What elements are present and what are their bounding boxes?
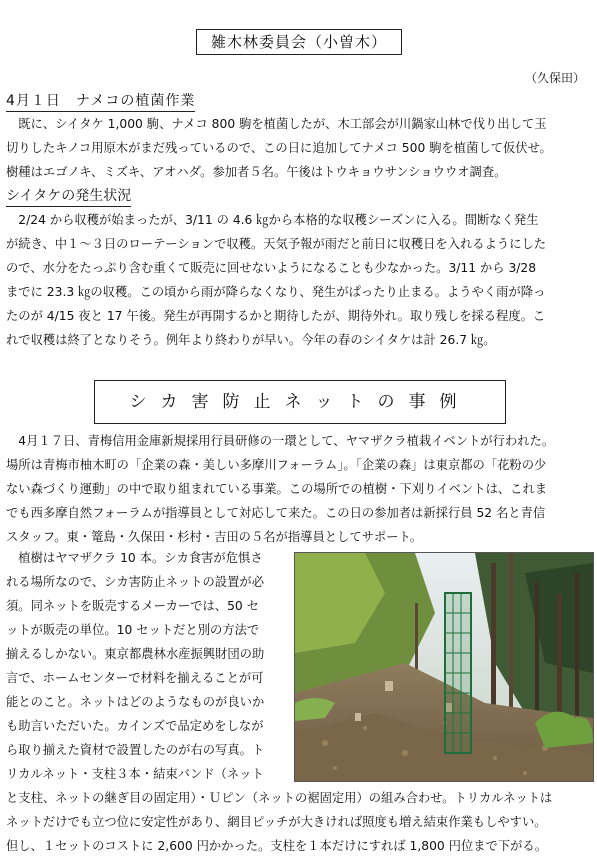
text-line: たのが 4/15 夜と 17 午後。発生が再開するかと期待したが、期待外れ。取り残しを採る程度。こ bbox=[6, 309, 546, 323]
forest-slope-net-photo bbox=[294, 552, 594, 782]
text-line: 言で、ホームセンターで材料を揃えることが可 bbox=[6, 671, 264, 685]
text-line: 4月１７日、青梅信用金庫新規採用行員研修の一環として、ヤマザクラ植栽イベントが行われた。 bbox=[6, 434, 555, 448]
photo-illustration bbox=[295, 553, 593, 781]
section-body-shiitake bbox=[6, 208, 594, 352]
text-line: 2/24 から収穫が始まったが、3/11 の 4.6 ㎏から本格的な収穫シーズンに入る。間断なく発生 bbox=[6, 213, 539, 227]
text-line: ない森づくり運動」の中で取り組まれている事業。この場所での植樹・下刈りイベントは、これま bbox=[6, 482, 548, 496]
text-line: までに 23.3 ㎏の収穫。この頃から雨が降らなくなり、発生がぱったり止まる。ようやく雨が降っ bbox=[6, 285, 546, 299]
text-line: ら取り揃えた資材で設置したのが右の写真。ト bbox=[6, 743, 265, 757]
text-line: でも西多摩自然フォーラムが指導員として対応して来た。この日の参加者は新採行員 52 名と青信 bbox=[6, 506, 546, 520]
committee-title: 雑木林委員会（小曽木） bbox=[196, 29, 402, 55]
text-line: 能とのこと。ネットはどのようなものが良いか bbox=[6, 695, 265, 709]
text-line: 既に、シイタケ 1,000 駒、ナメコ 800 駒を植菌したが、木工部会が川鍋家山林で伐り出して玉 bbox=[6, 117, 547, 131]
text-line: 切りしたキノコ用原木がまだ残っているので、この日に追加してナメコ 500 駒を植菌して仮伏せ。 bbox=[6, 141, 552, 155]
section-body-deer-intro bbox=[6, 429, 594, 549]
text-line: と支柱、ネットの継ぎ目の固定用）・Ｕピン（ネットの裾固定用）の組み合わせ。トリカルネットは bbox=[6, 791, 553, 805]
text-line: 場所は青梅市柚木町の「企業の森・美しい多摩川フォーラム」。「企業の森」は東京都の「花粉の少 bbox=[6, 458, 547, 472]
text-line: ットが販売の単位。10 セットだと別の方法で bbox=[6, 623, 260, 637]
text-line: ので、水分をたっぷり含む重くて販売に回せないようになることも少なかった。3/11 から 3/28 bbox=[6, 261, 537, 275]
text-line: 樹種はエゴノキ、ミズキ、アオハダ。参加者５名。午後はトウキョウサンショウウオ調査。 bbox=[6, 165, 507, 179]
text-line: 但し、１セットのコストに 2,600 円かかった。支柱を１本だけにすれば 1,800 円位まで下がる。 bbox=[6, 839, 548, 853]
section-heading-nameko: 4月１日 ナメコの植菌作業 bbox=[6, 91, 195, 112]
text-line: も助言いただいた。カインズで品定めをしなが bbox=[6, 719, 264, 733]
text-line: れる場所なので、シカ害防止ネットの設置が必 bbox=[6, 575, 264, 589]
text-line: が続き、中１～３日のローテーションで収穫。天気予報が雨だと前日に収穫日を入れるようにした bbox=[6, 237, 547, 251]
text-line: 植樹はヤマザクラ 10 本。シカ食害が危惧さ bbox=[6, 551, 263, 565]
text-line: れで収穫は終了となりそう。例年より終わりが早い。今年の春のシイタケは計 26.7 ㎏。 bbox=[6, 333, 496, 347]
section-heading-deer-net: シカ害防止ネットの事例 bbox=[94, 380, 506, 424]
text-line: スタッフ。東・篭島・久保田・杉村・吉田の５名が指導員としてサポート。 bbox=[6, 530, 423, 544]
text-line: リカルネット・支柱３本・結束バンド（ネット bbox=[6, 767, 264, 781]
text-line: 揃えるしかない。東京都農林水産振興財団の助 bbox=[6, 647, 265, 661]
section-body-deer-tail bbox=[6, 762, 594, 858]
text-line: 須。同ネットを販売するメーカーでは、50 セ bbox=[6, 599, 259, 613]
section-heading-shiitake: シイタケの発生状況 bbox=[6, 186, 131, 207]
author-name: （久保田） bbox=[524, 71, 585, 85]
section-body-deer-side bbox=[6, 546, 292, 762]
text-line: ネットだけでも立つ位に安定性があり、網目ピッチが大きければ照度も増え結束作業もしやすい。 bbox=[6, 815, 547, 829]
section-body-nameko bbox=[6, 112, 594, 184]
